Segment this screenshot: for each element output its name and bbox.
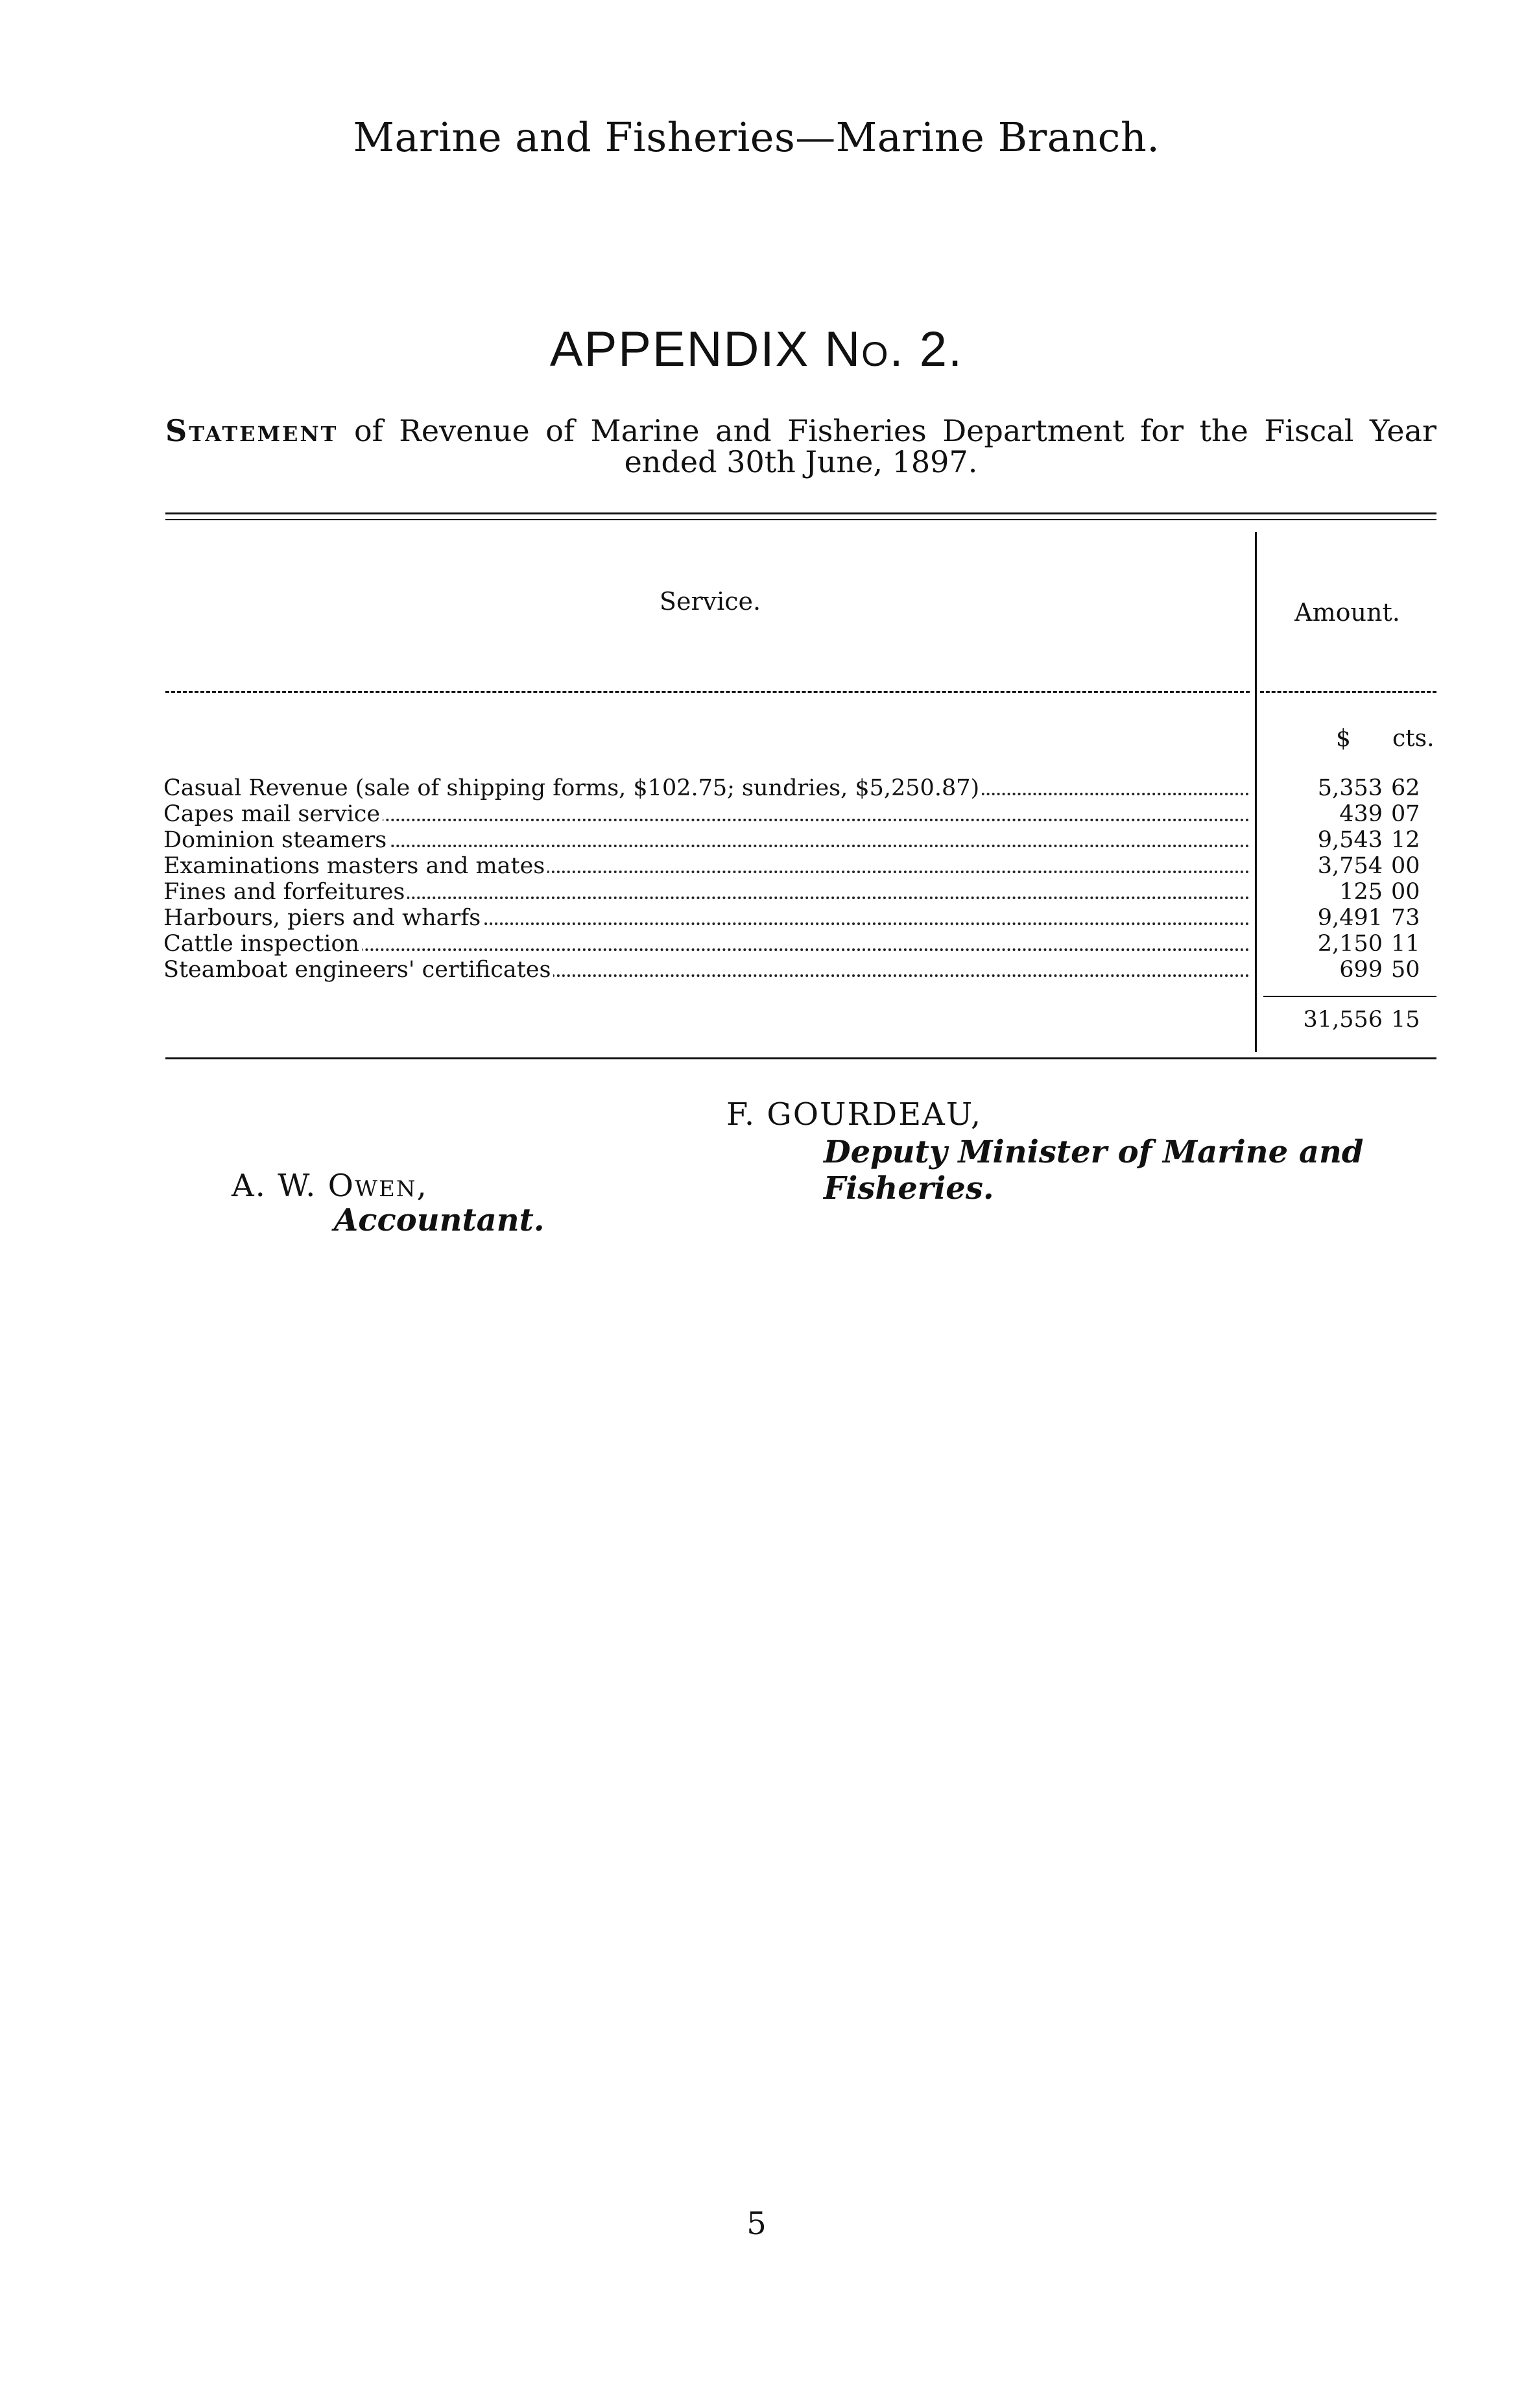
service-cell: Harbours, piers and wharfs [163,905,1250,931]
running-head: Marine and Fisheries—Marine Branch. [353,114,1160,161]
dollars-cell: 439 [1339,801,1383,827]
table-row [163,775,1420,801]
dollars-cell: 699 [1339,957,1383,983]
cents-cell: 62 [1391,775,1420,801]
service-cell: Fines and forfeitures [163,879,1250,905]
cents-cell: 73 [1391,905,1420,931]
statement-line-2: ended 30th June, 1897. [624,444,978,479]
accountant-title: Accountant. [334,1202,545,1238]
dollars-cell: 3,754 [1317,853,1383,879]
service-cell: Steamboat engineers' certificates [163,957,1250,983]
dollar-unit: $ [1336,725,1351,752]
service-cell: Casual Revenue (sale of shipping forms, $102.75; sundries, $5,250.87) [163,775,1250,801]
service-cell: Cattle inspection [163,931,1250,957]
dollars-cell: 5,353 [1317,775,1383,801]
appendix-label: APPENDIX [549,322,810,377]
table-bottom-rule [165,1057,1436,1059]
cents-cell: 50 [1391,957,1420,983]
statement-line-1-text: of Revenue of Marine and Fisheries Department for the Fiscal Year [353,413,1436,448]
statement-caption [165,415,1436,477]
header-bottom-rule-service [165,691,1250,693]
table-row [163,905,1420,931]
appendix-title [0,321,1513,378]
table-row [163,957,1420,983]
service-column-header: Service. [659,587,761,616]
cents-cell: 07 [1391,801,1420,827]
table-row [163,801,1420,827]
table-row [163,931,1420,957]
accountant-name: A. W. Owen, [232,1168,428,1204]
service-cell: Dominion steamers [163,827,1250,853]
table-row [163,853,1420,879]
header-bottom-rule-amount [1260,691,1436,693]
table-row [163,879,1420,905]
statement-line-1 [165,415,1436,446]
cents-unit: cts. [1392,725,1435,752]
deputy-minister-name: F. GOURDEAU, [726,1096,983,1133]
deputy-minister-title: Deputy Minister of Marine and Fisheries. [824,1134,1364,1207]
statement-lead: Statement [165,413,339,448]
service-cell: Capes mail service [163,801,1250,827]
dollars-cell: 9,491 [1317,905,1383,931]
dollars-cell: 9,543 [1317,827,1383,853]
table-row [163,827,1420,853]
page-number: 5 [746,2206,767,2242]
table-top-rule [165,512,1436,514]
total-dollars: 31,556 [1303,1007,1383,1033]
dollars-cell: 2,150 [1317,931,1383,957]
cents-cell: 12 [1391,827,1420,853]
cents-cell: 11 [1391,931,1420,957]
service-cell: Examinations masters and mates [163,853,1250,879]
cents-cell: 00 [1391,879,1420,905]
appendix-number: No. 2. [824,322,964,377]
cents-cell: 00 [1391,853,1420,879]
amount-column-header: Amount. [1294,598,1400,627]
dollars-cell: 125 [1339,879,1383,905]
total-cents: 15 [1391,1007,1420,1033]
table-top-rule-inner [165,519,1436,520]
sum-rule [1263,996,1436,997]
